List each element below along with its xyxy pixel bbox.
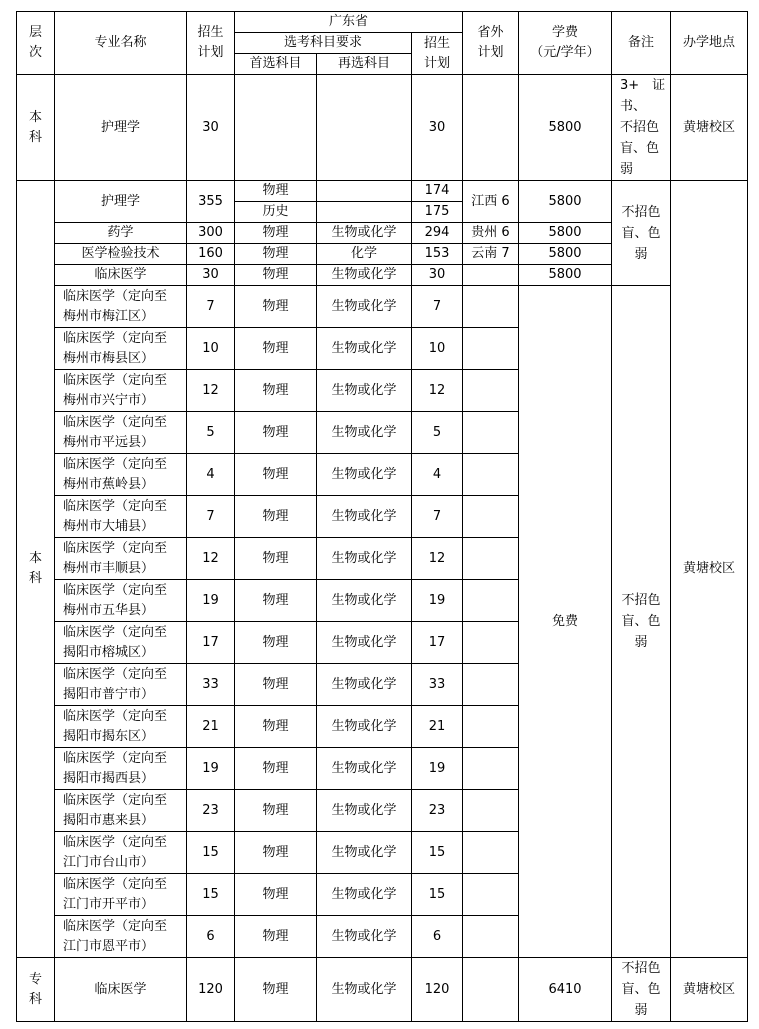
plan-cell: 17: [187, 622, 235, 664]
gd-plan-cell: 12: [412, 370, 463, 412]
note-cell: 不招色 盲、色 弱: [612, 958, 671, 1022]
second-cell: 生物或化学: [317, 664, 412, 706]
major-cell: 护理学: [55, 181, 187, 223]
fee-cell: 免费: [519, 286, 612, 958]
outside-plan-cell: [463, 748, 519, 790]
outside-plan-cell: [463, 496, 519, 538]
outside-plan-cell: [463, 706, 519, 748]
first-cell: 物理: [235, 958, 317, 1022]
second-cell: 生物或化学: [317, 265, 412, 286]
outside-cell: [463, 265, 519, 286]
first-cell: 物理: [235, 496, 317, 538]
major-cell: 临床医学（定向至 梅州市梅江区）: [55, 286, 187, 328]
gd-plan-cell: 33: [412, 664, 463, 706]
gd-plan-cell: 294: [412, 223, 463, 244]
second-cell: 生物或化学: [317, 412, 412, 454]
gd-plan-cell: 12: [412, 538, 463, 580]
plan-cell: 19: [187, 748, 235, 790]
plan-cell: 6: [187, 916, 235, 958]
header-plan: 招生 计划: [187, 12, 235, 75]
fee-cell: 5800: [519, 223, 612, 244]
first-subject-cell: 历史: [235, 202, 317, 223]
gd-plan-cell: 175: [412, 202, 463, 223]
outside-plan-cell: [463, 580, 519, 622]
header-note: 备注: [612, 12, 671, 75]
gd-plan-cell: 17: [412, 622, 463, 664]
gd-plan-cell: 4: [412, 454, 463, 496]
first-cell: 物理: [235, 454, 317, 496]
gd-plan-cell: 15: [412, 874, 463, 916]
major-cell: 药学: [55, 223, 187, 244]
major-cell: 临床医学（定向至 江门市恩平市）: [55, 916, 187, 958]
major-cell: 护理学: [55, 75, 187, 181]
gd-plan-cell: 19: [412, 748, 463, 790]
major-cell: 临床医学（定向至 梅州市兴宁市）: [55, 370, 187, 412]
gd-plan-cell: 120: [412, 958, 463, 1022]
first-cell: 物理: [235, 286, 317, 328]
gd-plan-cell: 153: [412, 244, 463, 265]
plan-cell: 10: [187, 328, 235, 370]
first-cell: 物理: [235, 832, 317, 874]
plan-cell: 12: [187, 538, 235, 580]
second-cell: 生物或化学: [317, 454, 412, 496]
major-cell: 临床医学（定向至 梅州市平远县）: [55, 412, 187, 454]
plan-cell: 12: [187, 370, 235, 412]
gd-plan-cell: 10: [412, 328, 463, 370]
table-row: [17, 958, 748, 1022]
gd-plan-cell: 5: [412, 412, 463, 454]
first-cell: 物理: [235, 328, 317, 370]
outside-plan-cell: [463, 916, 519, 958]
first-cell: 物理: [235, 244, 317, 265]
gd-plan-cell: 7: [412, 286, 463, 328]
plan-cell: 4: [187, 454, 235, 496]
note-cell: 不招色 盲、色 弱: [612, 181, 671, 286]
header-row-1: [17, 12, 748, 33]
second-cell: 生物或化学: [317, 706, 412, 748]
first-cell: 物理: [235, 265, 317, 286]
major-cell: 临床医学（定向至 揭阳市普宁市）: [55, 664, 187, 706]
gd-plan-cell: 19: [412, 580, 463, 622]
gd-plan-cell: 7: [412, 496, 463, 538]
major-cell: 临床医学（定向至 揭阳市榕城区）: [55, 622, 187, 664]
outside-plan-cell: [463, 286, 519, 328]
major-cell: 临床医学（定向至 揭阳市揭西县）: [55, 748, 187, 790]
major-cell: 临床医学（定向至 梅州市丰顺县）: [55, 538, 187, 580]
gd-plan-cell: 30: [412, 75, 463, 181]
campus-cell: 黄塘校区: [671, 75, 748, 181]
fee-cell: 5800: [519, 181, 612, 223]
plan-cell: 30: [187, 75, 235, 181]
outside-plan-cell: [463, 412, 519, 454]
outside-plan-cell: [463, 622, 519, 664]
level-cell: 本 科: [17, 75, 55, 181]
header-major: 专业名称: [55, 12, 187, 75]
level-cell: 专 科: [17, 958, 55, 1022]
plan-cell: 160: [187, 244, 235, 265]
second-cell: 生物或化学: [317, 958, 412, 1022]
plan-cell: 15: [187, 832, 235, 874]
fee-cell: 5800: [519, 265, 612, 286]
first-cell: 物理: [235, 538, 317, 580]
second-cell: 生物或化学: [317, 832, 412, 874]
outside-plan-cell: [463, 790, 519, 832]
first-cell: 物理: [235, 412, 317, 454]
plan-cell: 23: [187, 790, 235, 832]
major-cell: 医学检验技术: [55, 244, 187, 265]
campus-cell: 黄塘校区: [671, 181, 748, 958]
fee-cell: 6410: [519, 958, 612, 1022]
fee-cell: 5800: [519, 244, 612, 265]
outside-plan-cell: [463, 874, 519, 916]
gd-plan-cell: 174: [412, 181, 463, 202]
outside-plan-cell: [463, 370, 519, 412]
plan-cell: 7: [187, 286, 235, 328]
first-cell: 物理: [235, 370, 317, 412]
plan-cell: 30: [187, 265, 235, 286]
outside-plan-cell: [463, 832, 519, 874]
major-cell: 临床医学（定向至 江门市开平市）: [55, 874, 187, 916]
outside-plan-cell: [463, 75, 519, 181]
plan-cell: 355: [187, 181, 235, 223]
header-requirement: 选考科目要求: [235, 33, 412, 54]
table-row: [17, 75, 748, 181]
header-campus: 办学地点: [671, 12, 748, 75]
admissions-plan-table: [16, 11, 748, 1022]
plan-cell: 19: [187, 580, 235, 622]
outside-plan-cell: [463, 664, 519, 706]
second-cell: 生物或化学: [317, 874, 412, 916]
table-row: [17, 286, 748, 328]
table-row: [17, 181, 748, 202]
plan-cell: 15: [187, 874, 235, 916]
second-subject-cell: [317, 75, 412, 181]
plan-cell: 300: [187, 223, 235, 244]
outside-cell: 贵州 6: [463, 223, 519, 244]
second-subject-cell: [317, 202, 412, 223]
major-cell: 临床医学（定向至 揭阳市惠来县）: [55, 790, 187, 832]
gd-plan-cell: 6: [412, 916, 463, 958]
outside-plan-cell: [463, 538, 519, 580]
outside-plan-cell: [463, 454, 519, 496]
major-cell: 临床医学: [55, 958, 187, 1022]
note-cell: 3+ 证 书、 不招色 盲、色 弱: [612, 75, 671, 181]
plan-cell: 5: [187, 412, 235, 454]
gd-plan-cell: 15: [412, 832, 463, 874]
second-cell: 生物或化学: [317, 328, 412, 370]
header-gd-plan: 招生 计划: [412, 33, 463, 75]
header-fee: 学费 （元/学年）: [519, 12, 612, 75]
major-cell: 临床医学（定向至 梅州市蕉岭县）: [55, 454, 187, 496]
level-cell: 本 科: [17, 181, 55, 958]
header-first-subject: 首选科目: [235, 54, 317, 75]
plan-cell: 21: [187, 706, 235, 748]
major-cell: 临床医学（定向至 江门市台山市）: [55, 832, 187, 874]
outside-plan-cell: [463, 328, 519, 370]
second-cell: 化学: [317, 244, 412, 265]
header-level: 层 次: [17, 12, 55, 75]
second-cell: 生物或化学: [317, 916, 412, 958]
campus-cell: 黄塘校区: [671, 958, 748, 1022]
major-cell: 临床医学（定向至 梅州市五华县）: [55, 580, 187, 622]
second-cell: 生物或化学: [317, 223, 412, 244]
header-outside-plan: 省外 计划: [463, 12, 519, 75]
first-cell: 物理: [235, 916, 317, 958]
major-cell: 临床医学（定向至 梅州市大埔县）: [55, 496, 187, 538]
fee-cell: 5800: [519, 75, 612, 181]
major-cell: 临床医学（定向至 梅州市梅县区）: [55, 328, 187, 370]
first-cell: 物理: [235, 748, 317, 790]
gd-plan-cell: 30: [412, 265, 463, 286]
second-subject-cell: [317, 181, 412, 202]
second-cell: 生物或化学: [317, 580, 412, 622]
second-cell: 生物或化学: [317, 496, 412, 538]
outside-cell: [463, 958, 519, 1022]
major-cell: 临床医学: [55, 265, 187, 286]
header-guangdong: 广东省: [235, 12, 463, 33]
first-cell: 物理: [235, 790, 317, 832]
outside-plan-cell: 江西 6: [463, 181, 519, 223]
second-cell: 生物或化学: [317, 622, 412, 664]
first-subject-cell: 物理: [235, 181, 317, 202]
plan-cell: 7: [187, 496, 235, 538]
first-subject-cell: [235, 75, 317, 181]
outside-cell: 云南 7: [463, 244, 519, 265]
gd-plan-cell: 23: [412, 790, 463, 832]
first-cell: 物理: [235, 664, 317, 706]
plan-cell: 120: [187, 958, 235, 1022]
gd-plan-cell: 21: [412, 706, 463, 748]
first-cell: 物理: [235, 223, 317, 244]
first-cell: 物理: [235, 706, 317, 748]
note-cell: 不招色 盲、色 弱: [612, 286, 671, 958]
header-second-subject: 再选科目: [317, 54, 412, 75]
second-cell: 生物或化学: [317, 790, 412, 832]
second-cell: 生物或化学: [317, 370, 412, 412]
second-cell: 生物或化学: [317, 538, 412, 580]
major-cell: 临床医学（定向至 揭阳市揭东区）: [55, 706, 187, 748]
first-cell: 物理: [235, 874, 317, 916]
first-cell: 物理: [235, 622, 317, 664]
second-cell: 生物或化学: [317, 748, 412, 790]
second-cell: 生物或化学: [317, 286, 412, 328]
plan-cell: 33: [187, 664, 235, 706]
first-cell: 物理: [235, 580, 317, 622]
